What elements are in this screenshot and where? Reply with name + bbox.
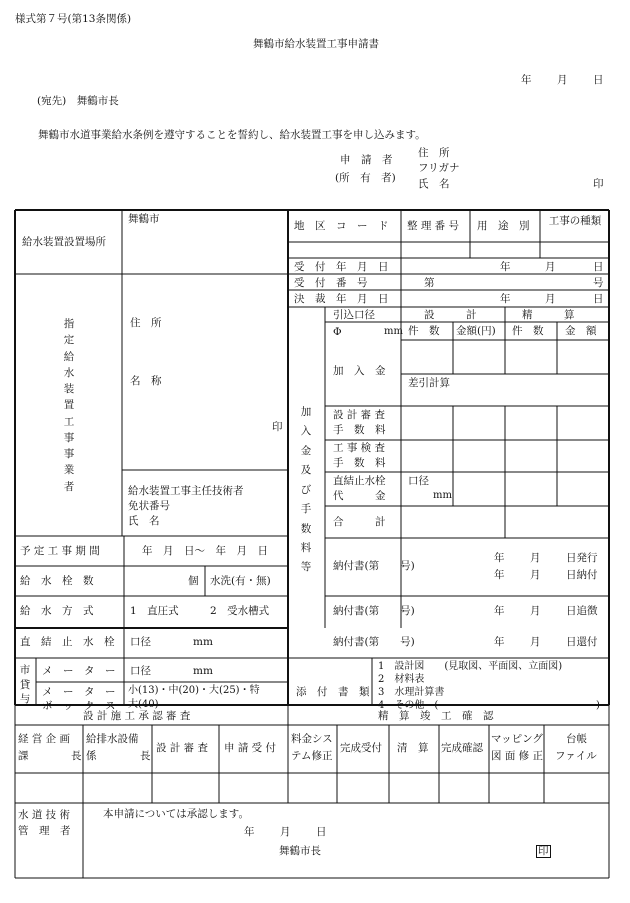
supply-method-label: 給 水 方 式 xyxy=(20,605,94,617)
mayor-label: 舞鶴市長 xyxy=(279,845,321,857)
method-tank: 2 受水槽式 xyxy=(210,605,270,617)
work-period-value: 年 月 日～ 年 月 日 xyxy=(142,545,268,557)
notice-issue-label: 納付書(第 号) xyxy=(333,560,415,572)
method-direct: 1 直圧式 xyxy=(130,605,179,617)
received-month: 月 xyxy=(545,261,556,273)
collect-month: 月 xyxy=(530,605,541,617)
inspection-fee-1: 工 事 検 査 xyxy=(333,442,386,454)
design-count-header: 件 数 xyxy=(408,325,440,337)
applicant-seal: 印 xyxy=(593,178,604,190)
tap-count-label: 給 水 栓 数 xyxy=(20,575,94,587)
district-code-label: 地 区 コ ー ド xyxy=(294,220,389,232)
location-label: 給水装置設置場所 xyxy=(22,236,106,248)
work-period-label: 予 定 工 事 期 間 xyxy=(20,545,100,557)
col-billing-system-2: テム修正 xyxy=(291,750,333,762)
paid-year: 年 xyxy=(494,569,505,581)
engineer-name-label: 氏 名 xyxy=(128,515,160,527)
direct-tap-caliber: 口径 mm xyxy=(130,636,213,648)
address-label: 住 所 xyxy=(418,147,450,159)
fees-vertical-label: 加入金及び手数料等 xyxy=(300,406,312,574)
meter-box-options: 小(13)・中(20)・大(25)・特 xyxy=(128,685,260,696)
issue-year: 年 xyxy=(494,552,505,564)
col-billing-system-1: 料金シス xyxy=(291,733,333,745)
tap-count-unit: 個 xyxy=(188,575,199,587)
approval-year: 年 xyxy=(244,826,255,838)
meter-box-label-2: ボ ッ ク ス xyxy=(42,700,116,712)
meter-box-options-2: 大(40) xyxy=(128,699,159,710)
decision-month: 月 xyxy=(545,293,556,305)
refund-month: 月 xyxy=(530,636,541,648)
meter-caliber: 口径 mm xyxy=(130,665,213,677)
col-mapping-2: 図 面 修 正 xyxy=(491,750,544,762)
applicant-label: 申 請 者 xyxy=(340,154,393,166)
mayor-seal: 印 xyxy=(538,845,549,857)
notice-refund-label: 納付書(第 号) xyxy=(333,636,415,648)
refund-year: 年 xyxy=(494,636,505,648)
membership-fee-label: 加 入 金 xyxy=(333,365,386,377)
received-number-label: 受 付 番 号 xyxy=(294,277,368,289)
attachment-4: 4 その他 ( xyxy=(378,700,439,711)
received-year: 年 xyxy=(500,261,511,273)
attachment-2: 2 材料表 xyxy=(378,674,425,685)
col-plumbing-cho: 長 xyxy=(140,750,151,762)
attachments-label: 添 付 書 類 xyxy=(296,686,370,698)
direct-tap-caliber-unit: mm xyxy=(433,490,452,501)
design-review-fee-2: 手 数 料 xyxy=(333,424,386,436)
direct-tap-label: 直 結 止 水 栓 xyxy=(20,636,115,648)
number-prefix: 第 xyxy=(424,277,435,289)
design-amount-header: 金額(円) xyxy=(456,325,496,337)
water-engineer-label-2: 管 理 者 xyxy=(18,825,71,837)
addressee: (宛先) 舞鶴市長 xyxy=(37,95,119,107)
usage-label: 用 途 別 xyxy=(477,220,530,232)
approval-day: 日 xyxy=(316,826,327,838)
number-suffix: 号 xyxy=(593,277,604,289)
col-plumbing: 給排水設備 xyxy=(86,733,139,745)
issue-month: 月 xyxy=(530,552,541,564)
phi-symbol: Φ xyxy=(333,326,342,338)
decision-day: 日 xyxy=(593,293,604,305)
col-planning-dept: 経 営 企 画 xyxy=(18,733,71,745)
completion-header: 精 算 竣 工 確 認 xyxy=(378,710,494,722)
col-design-review: 設 計 審 査 xyxy=(156,742,209,754)
pledge-text: 舞鶴市水道事業給水条例を遵守することを誓約し、給水装置工事を申し込みます。 xyxy=(38,129,426,141)
pipe-caliber-unit: mm xyxy=(384,326,403,337)
decision-date-label: 決 裁 年 月 日 xyxy=(294,293,389,305)
contractor-label: 指定給水装置工事事業者 xyxy=(63,318,75,493)
refund-day: 日還付 xyxy=(566,636,598,648)
design-review-fee-1: 設 計 審 査 xyxy=(333,409,386,421)
issue-day: 日発行 xyxy=(566,552,598,564)
total-label: 合 計 xyxy=(333,516,386,528)
col-mapping-1: マッピング xyxy=(491,733,543,745)
work-type-label: 工事の種類 xyxy=(548,215,602,227)
paid-month: 月 xyxy=(530,569,541,581)
approval-month: 月 xyxy=(280,826,291,838)
direct-tap-cost-2: 代 金 xyxy=(333,490,386,502)
col-ledger-2: ファイル xyxy=(555,750,597,762)
contractor-name-label: 名 称 xyxy=(130,375,162,387)
contractor-address-label: 住 所 xyxy=(130,317,162,329)
form-number: 様式第７号(第13条関係) xyxy=(15,13,132,25)
design-review-header: 設 計 施 工 承 認 審 査 xyxy=(83,710,191,722)
engineer-label: 給水装置工事主任技術者 xyxy=(128,485,244,497)
inspection-fee-2: 手 数 料 xyxy=(333,457,386,469)
direct-tap-caliber-label: 口径 xyxy=(408,475,429,487)
direct-tap-cost-1: 直結止水栓 xyxy=(333,475,386,487)
col-plumbing-kakari: 係 xyxy=(86,750,97,762)
col-settlement: 清 算 xyxy=(397,742,429,754)
control-number-label: 整 理 番 号 xyxy=(407,220,460,232)
difference-label: 差引計算 xyxy=(408,377,450,389)
received-date-label: 受 付 年 月 日 xyxy=(294,261,389,273)
license-number-label: 免状番号 xyxy=(128,500,170,512)
collect-year: 年 xyxy=(494,605,505,617)
approval-text: 本申請については承認します。 xyxy=(103,808,249,820)
col-completion-check: 完成確認 xyxy=(441,742,483,754)
collect-day: 日追徴 xyxy=(566,605,598,617)
form-title: 舞鶴市給水装置工事申請書 xyxy=(253,38,379,50)
notice-collect-label: 納付書(第 号) xyxy=(333,605,415,617)
contractor-seal: 印 xyxy=(272,421,283,433)
location-value: 舞鶴市 xyxy=(128,213,160,225)
furigana-label: フリガナ xyxy=(418,162,460,174)
col-planning-cho: 長 xyxy=(71,750,82,762)
received-day: 日 xyxy=(593,261,604,273)
attachment-4-close: ) xyxy=(596,700,600,711)
col-application-received: 申 請 受 付 xyxy=(224,742,277,754)
pipe-caliber-label: 引込口径 xyxy=(333,309,375,321)
date-day-label: 日 xyxy=(593,74,604,86)
water-engineer-label-1: 水 道 技 術 xyxy=(18,809,71,821)
settlement-header: 精 算 xyxy=(522,309,575,321)
meter-label: メ ー タ ー xyxy=(42,665,116,677)
attachment-3: 3 水理計算書 xyxy=(378,687,445,698)
paid-day: 日納付 xyxy=(566,569,598,581)
col-planning-ka: 課 xyxy=(18,750,29,762)
decision-year: 年 xyxy=(500,293,511,305)
date-year-label: 年 xyxy=(521,74,532,86)
flush-toilet-option: 水洗(有・無) xyxy=(210,575,271,587)
attachment-1: 1 設計図 (見取図、平面図、立面図) xyxy=(378,661,563,672)
col-ledger-1: 台帳 xyxy=(566,733,587,745)
meter-box-label-1: メ ー タ ー xyxy=(42,686,116,698)
settle-amount-header: 金 額 xyxy=(565,325,597,337)
date-month-label: 月 xyxy=(557,74,568,86)
name-label: 氏 名 xyxy=(418,178,450,190)
col-completion-received: 完成受付 xyxy=(340,742,382,754)
settle-count-header: 件 数 xyxy=(512,325,544,337)
owner-label: (所 有 者) xyxy=(335,172,396,184)
city-loan-label: 市貸与 xyxy=(19,664,31,706)
design-header: 設 計 xyxy=(424,309,477,321)
